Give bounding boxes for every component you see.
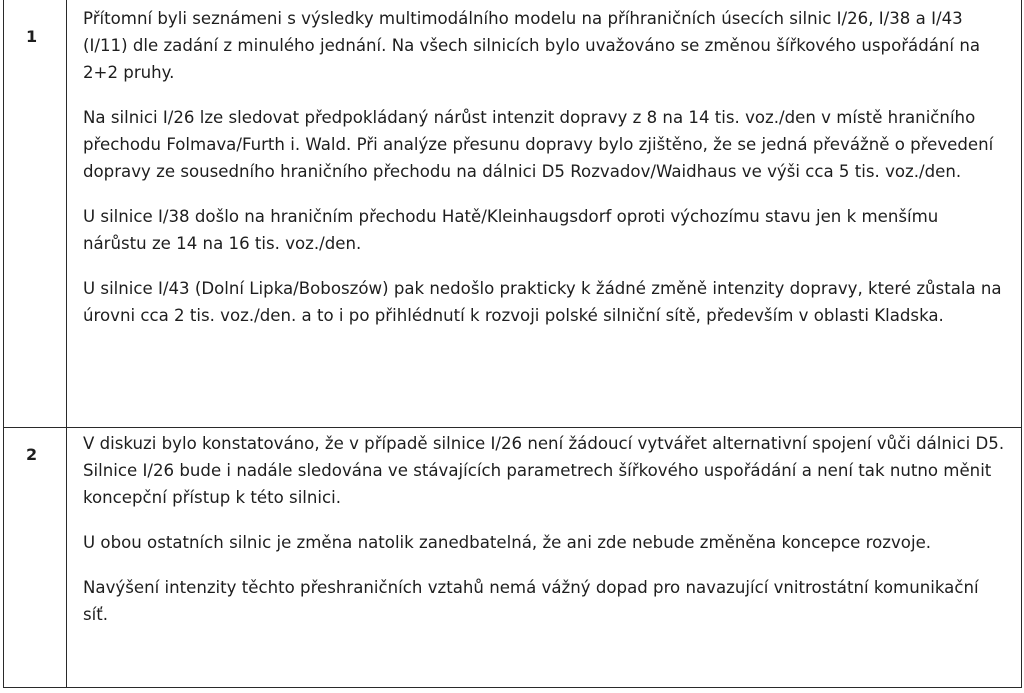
paragraph: Na silnici I/26 lze sledovat předpokládaný nárůst intenzit dopravy z 8 na 14 tis. voz./den v místě hraničního přechodu Folmava/Furth i. Wald. Při analýze přesunu dopravy bylo zjištěno, že se jedná převážně o převedení dopravy ze sousedního hraničního přechodu na dálnici D5 Rozvadov/Waidhaus ve výši cca 5 tis. voz./den. [83,108,994,181]
table-row [4,0,1022,428]
item-text-cell [67,0,1022,428]
paragraph: V diskuzi bylo konstatováno, že v případě silnice I/26 není žádoucí vytvářet alternativní spojení vůči dálnici D5. Silnice I/26 bude i nadále sledována ve stávajících parametrech šířkového uspořádání a není tak nutno měnit koncepční přístup k této silnici. [83,434,1005,507]
paragraph: U silnice I/43 (Dolní Lipka/Boboszów) pak nedošlo prakticky k žádné změně intenzity dopravy, které zůstala na úrovni cca 2 tis. voz./den. a to i po přihlédnutí k rozvoji polské silniční sítě, především v oblasti Kladska. [83,279,1002,325]
item-number: 2 [26,445,38,464]
item-number-cell [4,428,67,688]
paragraph: U silnice I/38 došlo na hraničním přechodu Hatě/Kleinhaugsdorf oproti výchozímu stavu jen k menšímu nárůstu ze 14 na 16 tis. voz./den. [83,207,939,253]
item-content [67,0,1021,427]
item-content [67,428,1021,687]
item-number-cell [4,0,67,428]
paragraph: Přítomní byli seznámeni s výsledky multimodálního modelu na příhraničních úsecích silnic I/26, I/38 a I/43 (I/11) dle zadání z minulého jednání. Na všech silnicích bylo uvažováno se změnou šířkového uspořádání na 2+2 pruhy. [83,9,981,82]
item-number: 1 [26,27,38,46]
paragraph: Navýšení intenzity těchto přeshraničních vztahů nemá vážný dopad pro navazující vnitrostátní komunikační síť. [83,578,979,624]
table-row [4,428,1022,688]
item-text-cell [67,428,1022,688]
paragraph: U obou ostatních silnic je změna natolik zanedbatelná, že ani zde nebude změněna koncepce rozvoje. [83,533,932,552]
minutes-table [3,0,1022,688]
